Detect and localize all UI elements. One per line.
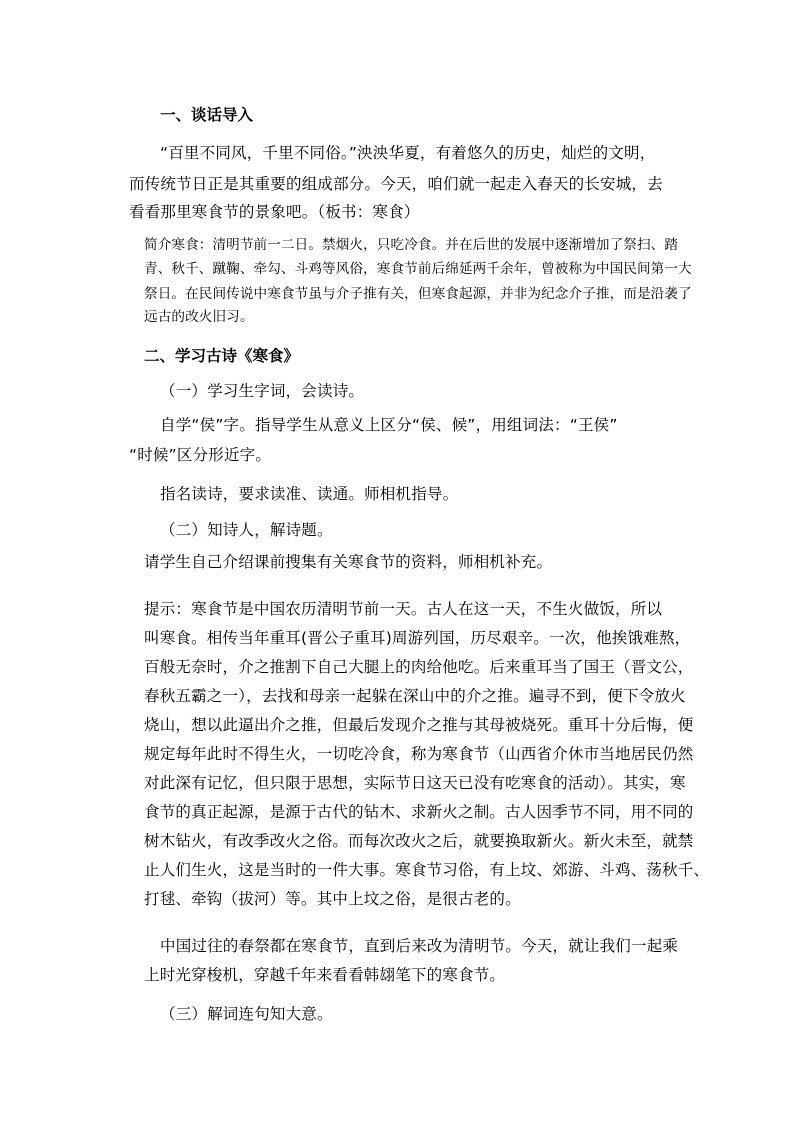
note-line: 远古的改火旧习。 [144,309,254,325]
section-2-heading: 二、学习古诗《寒食》 [144,347,300,365]
note-line: 祭日。在民间传说中寒食节虽与介子推有关，但寒食起源，并非为纪念介子推，而是沿袭了 [144,286,692,302]
note-line: 简介寒食：清明节前一二日。禁烟火，只吃冷食。并在后世的发展中逐渐增加了祭扫、踏 [144,237,679,253]
intro-line: 看看那里寒食节的景象吧。（板书：寒食） [129,203,420,221]
subsection-1-title: （一）学习生字词，会读诗。 [160,382,365,400]
section-1-heading: 一、谈话导入 [160,106,254,124]
tip-line: 对此深有记忆，但只限于思想，实际节日这天已没有吃寒食的活动）。其实，寒 [144,774,686,792]
intro-line: “百里不同风，千里不同俗。”泱泱华夏，有着悠久的历史，灿烂的文明， [160,144,656,162]
tip-line: 食节的真正起源，是源于古代的钻木、求新火之制。古人因季节不同，用不同的 [144,803,694,821]
tip-line: 提示：寒食节是中国农历清明节前一天。古人在这一天，不生火做饭，所以 [144,600,663,618]
note-line: 青、秋千、蹴鞠、牵勾、斗鸡等风俗，寒食节前后绵延两千余年，曾被称为中国民间第一大 [144,261,692,277]
tip-line: 止人们生火，这是当时的一件大事。寒食节习俗，有上坟、郊游、斗鸡、荡秋千、 [144,861,710,879]
tip-line: 春秋五霸之一），去找和母亲一起躲在深山中的介之推。遍寻不到，便下令放火 [144,687,686,705]
transition-line: 上时光穿梭机，穿越千年来看看韩翃笔下的寒食节。 [144,966,506,984]
subsection-1-line: “时候”区分形近字。 [129,446,272,464]
subsection-2-title: （二）知诗人，解诗题。 [160,521,333,539]
subsection-2-line: 请学生自己介绍课前搜集有关寒食节的资料，师相机补充。 [144,553,553,571]
tip-line: 叫寒食。相传当年重耳(晋公子重耳)周游列国，历尽艰辛。一次，他挨饿难熬， [144,629,691,647]
tip-line: 百般无奈时，介之推割下自己大腿上的肉给他吃。后来重耳当了国王（晋文公， [144,658,694,676]
tip-line: 打毬、牵钩（拔河）等。其中上坟之俗，是很古老的。 [144,890,521,908]
subsection-3-title: （三）解词连句知大意。 [160,1005,333,1023]
tip-line: 规定每年此时不得生火，一切吃冷食，称为寒食节（山西省介休市当地居民仍然 [144,745,694,763]
transition-line: 中国过往的春祭都在寒食节，直到后来改为清明节。今天，就让我们一起乘 [160,937,679,955]
subsection-1-read: 指名读诗，要求读准、读通。师相机指导。 [160,485,459,503]
subsection-1-line: 自学“侯”字。指导学生从意义上区分“侯、候”，用组词法：“王侯” [160,416,618,434]
tip-line: 烧山，想以此逼出介之推，但最后发现介之推与其母被烧死。重耳十分后悔，便 [144,716,694,734]
tip-line: 树木钻火，有改季改火之俗。而每次改火之后，就要换取新火。新火未至，就禁 [144,832,694,850]
intro-line: 而传统节日正是其重要的组成部分。今天，咱们就一起走入春天的长安城，去 [129,175,663,193]
